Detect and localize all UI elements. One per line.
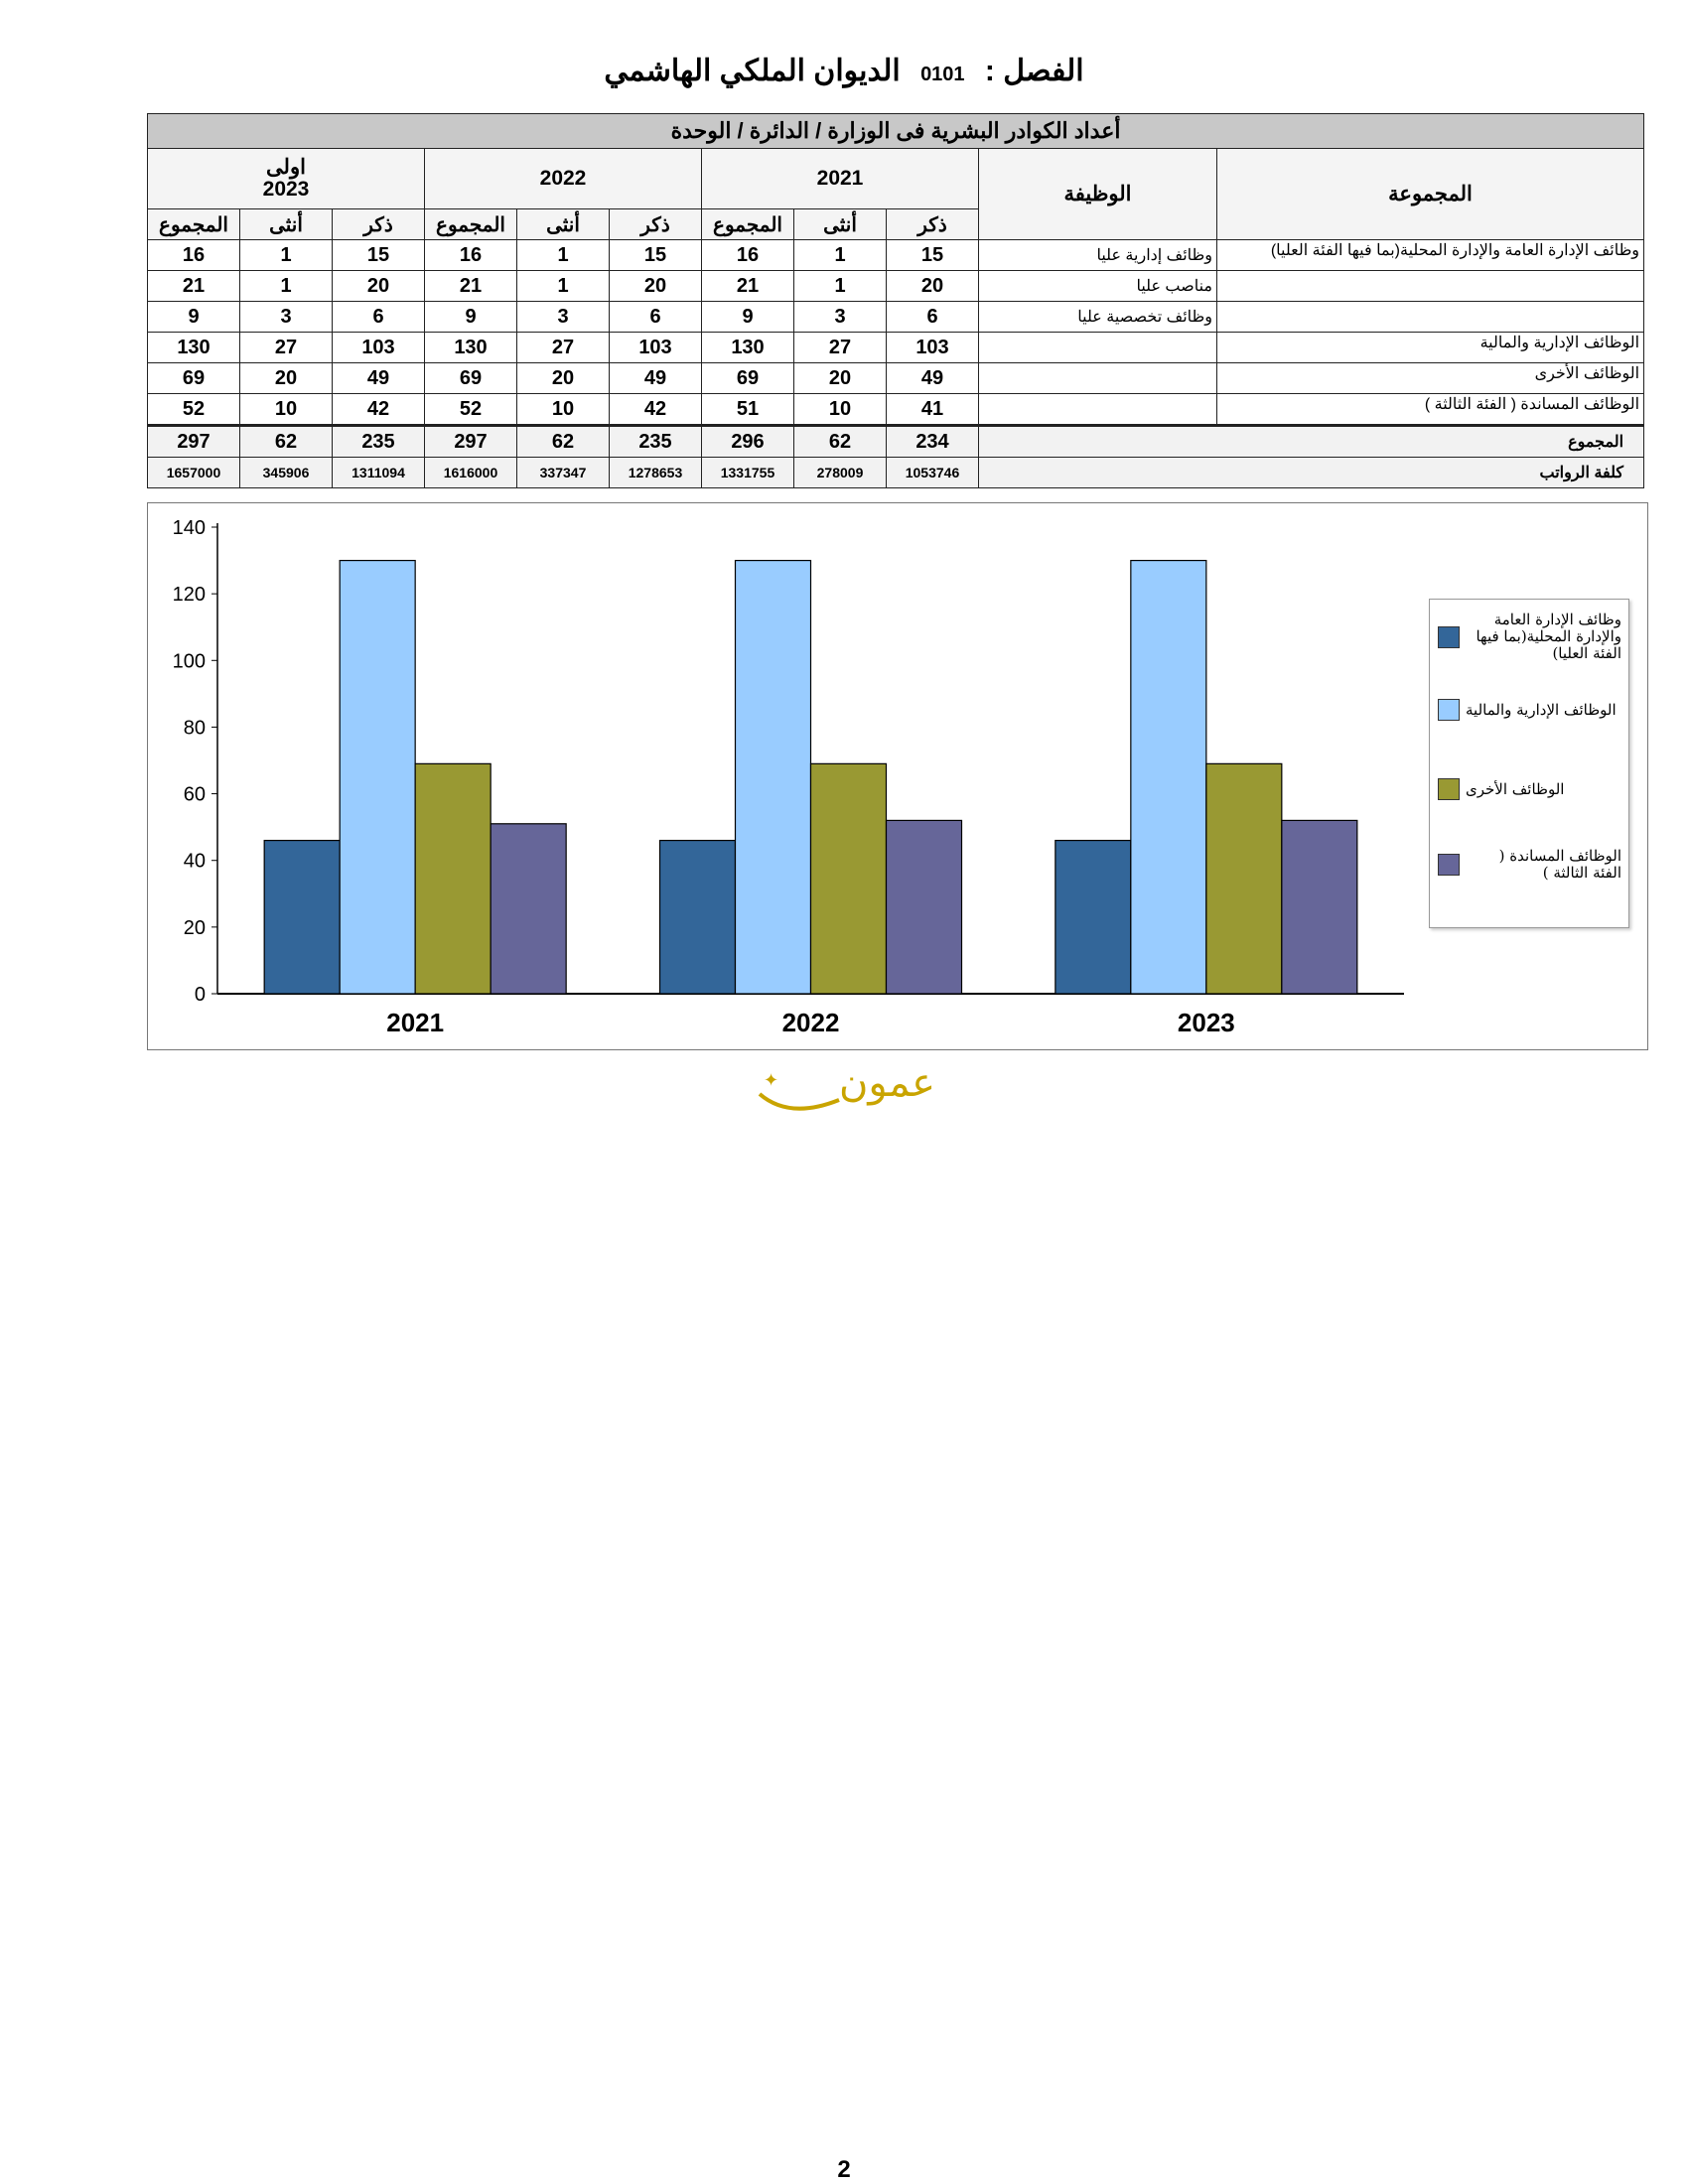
cost-2022-male: 1278653 xyxy=(610,458,702,488)
x-tick-label: 2023 xyxy=(1177,1008,1235,1037)
cell-2023-total: 9 xyxy=(148,302,240,333)
cell-2023-female: 3 xyxy=(240,302,333,333)
cell-2023-male: 20 xyxy=(333,271,425,302)
cell-2023-male: 49 xyxy=(333,363,425,394)
y-tick-label: 0 xyxy=(194,984,206,1006)
cell-2023-female: 27 xyxy=(240,333,333,363)
y-tick-label: 120 xyxy=(172,584,206,607)
total-2022-female: 62 xyxy=(517,426,610,458)
bar xyxy=(887,820,962,994)
cell-2021-female: 20 xyxy=(794,363,887,394)
cell-2021-male: 15 xyxy=(887,240,979,271)
legend-swatch xyxy=(1438,699,1460,721)
total-2023-male: 235 xyxy=(333,426,425,458)
table-row xyxy=(148,240,1644,271)
table-row xyxy=(148,302,1644,333)
cell-2021-female: 27 xyxy=(794,333,887,363)
year-2023-label-b: 2023 xyxy=(262,178,310,201)
female-header: أنثى xyxy=(517,209,610,240)
x-tick-label: 2021 xyxy=(386,1008,445,1037)
bar-chart-svg xyxy=(148,503,1647,1049)
group-label: وظائف الإدارة العامة والإدارة المحلية(بما فيها الفئة العليا) xyxy=(1217,240,1644,271)
cost-2022-total: 1616000 xyxy=(425,458,517,488)
bar-chart xyxy=(147,502,1648,1050)
legend-label: الوظائف الأخرى xyxy=(1466,779,1565,798)
job-label: وظائف إدارية عليا xyxy=(979,240,1217,271)
year-2021-header: 2021 xyxy=(702,149,979,209)
bar xyxy=(1206,763,1282,994)
x-tick-label: 2022 xyxy=(781,1008,840,1037)
salary-cost-row xyxy=(148,458,1644,488)
chart-legend xyxy=(1429,599,1629,928)
cell-2023-male: 15 xyxy=(333,240,425,271)
y-tick-label: 20 xyxy=(183,916,206,939)
cell-2021-total: 21 xyxy=(702,271,794,302)
bar xyxy=(1131,561,1206,994)
chapter-code: 0101 xyxy=(920,64,965,85)
table-row xyxy=(148,271,1644,302)
cost-2021-total: 1331755 xyxy=(702,458,794,488)
cell-2022-total: 69 xyxy=(425,363,517,394)
cell-2023-total: 52 xyxy=(148,394,240,426)
cost-2023-male: 1311094 xyxy=(333,458,425,488)
bar xyxy=(264,841,340,994)
bar xyxy=(1055,841,1131,994)
job-column-header: الوظيفة xyxy=(979,149,1217,240)
cell-2021-female: 1 xyxy=(794,271,887,302)
cell-2021-total: 69 xyxy=(702,363,794,394)
female-header: أنثى xyxy=(240,209,333,240)
cell-2022-female: 20 xyxy=(517,363,610,394)
bar xyxy=(340,561,415,994)
cell-2023-female: 10 xyxy=(240,394,333,426)
group-label: الوظائف الأخرى xyxy=(1217,363,1644,394)
cost-2023-total: 1657000 xyxy=(148,458,240,488)
cell-2022-female: 27 xyxy=(517,333,610,363)
cell-2021-total: 16 xyxy=(702,240,794,271)
y-tick-label: 80 xyxy=(183,717,206,740)
chapter-prefix: الفصل : xyxy=(984,55,1084,87)
y-tick-label: 60 xyxy=(183,783,206,806)
year-2022-header: 2022 xyxy=(425,149,702,209)
male-header: ذكر xyxy=(610,209,702,240)
male-header: ذكر xyxy=(333,209,425,240)
legend-item xyxy=(1438,778,1621,800)
group-label: الوظائف الإدارية والمالية xyxy=(1217,333,1644,363)
cell-2023-total: 21 xyxy=(148,271,240,302)
group-label xyxy=(1217,271,1644,302)
total-header: المجموع xyxy=(148,209,240,240)
legend-swatch xyxy=(1438,626,1460,648)
cell-2021-total: 130 xyxy=(702,333,794,363)
year-2023-label-a: اولى xyxy=(266,156,306,179)
table-row xyxy=(148,363,1644,394)
chapter-name: الديوان الملكي الهاشمي xyxy=(604,55,901,87)
male-header: ذكر xyxy=(887,209,979,240)
logo-text: عمون xyxy=(839,1060,936,1106)
cell-2023-male: 6 xyxy=(333,302,425,333)
female-header: أنثى xyxy=(794,209,887,240)
totals-row-label-text: المجموع xyxy=(1568,434,1624,451)
job-label: وظائف تخصصية عليا xyxy=(979,302,1217,333)
legend-swatch xyxy=(1438,854,1460,876)
salary-cost-label xyxy=(979,458,1644,488)
cell-2022-total: 16 xyxy=(425,240,517,271)
group-label: الوظائف المساندة ( الفئة الثالثة ) xyxy=(1217,394,1644,426)
cell-2022-male: 103 xyxy=(610,333,702,363)
svg-text:✦: ✦ xyxy=(764,1070,779,1091)
total-header: المجموع xyxy=(425,209,517,240)
cost-2021-female: 278009 xyxy=(794,458,887,488)
cell-2022-total: 9 xyxy=(425,302,517,333)
legend-item xyxy=(1438,699,1621,721)
cell-2022-female: 1 xyxy=(517,271,610,302)
cost-2021-male: 1053746 xyxy=(887,458,979,488)
job-label xyxy=(979,363,1217,394)
total-2023-female: 62 xyxy=(240,426,333,458)
salary-cost-label-text: كلفة الرواتب xyxy=(1539,465,1624,481)
cell-2022-male: 49 xyxy=(610,363,702,394)
group-label xyxy=(1217,302,1644,333)
y-tick-label: 100 xyxy=(172,650,206,673)
chapter-title xyxy=(0,54,1688,88)
page-number: 2 xyxy=(837,2156,851,2183)
cell-2022-male: 15 xyxy=(610,240,702,271)
bar xyxy=(491,824,566,994)
cell-2022-total: 21 xyxy=(425,271,517,302)
cell-2023-female: 1 xyxy=(240,271,333,302)
cell-2021-male: 6 xyxy=(887,302,979,333)
year-2023-header xyxy=(148,149,425,209)
total-2022-total: 297 xyxy=(425,426,517,458)
job-label: مناصب عليا xyxy=(979,271,1217,302)
cell-2021-female: 1 xyxy=(794,240,887,271)
cell-2021-male: 41 xyxy=(887,394,979,426)
total-2021-female: 62 xyxy=(794,426,887,458)
cell-2022-male: 42 xyxy=(610,394,702,426)
y-tick-label: 140 xyxy=(172,517,206,539)
legend-item xyxy=(1438,848,1621,882)
cell-2022-total: 130 xyxy=(425,333,517,363)
cell-2022-total: 52 xyxy=(425,394,517,426)
legend-label: الوظائف المساندة ( الفئة الثالثة ) xyxy=(1498,847,1621,882)
cell-2023-total: 69 xyxy=(148,363,240,394)
cell-2022-male: 6 xyxy=(610,302,702,333)
cell-2023-male: 42 xyxy=(333,394,425,426)
cell-2021-male: 49 xyxy=(887,363,979,394)
job-label xyxy=(979,394,1217,426)
cell-2023-female: 20 xyxy=(240,363,333,394)
cell-2021-total: 51 xyxy=(702,394,794,426)
y-tick-label: 40 xyxy=(183,850,206,873)
totals-row-label xyxy=(979,426,1644,458)
cell-2023-total: 16 xyxy=(148,240,240,271)
cost-2022-female: 337347 xyxy=(517,458,610,488)
total-2021-total: 296 xyxy=(702,426,794,458)
total-header: المجموع xyxy=(702,209,794,240)
cell-2023-female: 1 xyxy=(240,240,333,271)
cell-2023-male: 103 xyxy=(333,333,425,363)
cell-2021-male: 20 xyxy=(887,271,979,302)
cell-2021-total: 9 xyxy=(702,302,794,333)
table-row xyxy=(148,333,1644,363)
cell-2022-female: 3 xyxy=(517,302,610,333)
cell-2021-female: 10 xyxy=(794,394,887,426)
cell-2022-female: 10 xyxy=(517,394,610,426)
cell-2022-female: 1 xyxy=(517,240,610,271)
cell-2022-male: 20 xyxy=(610,271,702,302)
total-2023-total: 297 xyxy=(148,426,240,458)
bar xyxy=(415,763,491,994)
table-caption: أعداد الكوادر البشرية فى الوزارة / الدائرة / الوحدة xyxy=(148,114,1644,149)
cell-2021-male: 103 xyxy=(887,333,979,363)
bar xyxy=(660,841,736,994)
bar xyxy=(736,561,811,994)
job-label xyxy=(979,333,1217,363)
hr-table xyxy=(147,113,1644,488)
totals-row xyxy=(148,426,1644,458)
legend-item xyxy=(1438,612,1621,662)
legend-label: وظائف الإدارة العامة والإدارة المحلية(بما فيها الفئة العليا) xyxy=(1476,611,1621,662)
cell-2021-female: 3 xyxy=(794,302,887,333)
table-row xyxy=(148,394,1644,426)
total-2022-male: 235 xyxy=(610,426,702,458)
bar xyxy=(1282,820,1357,994)
legend-swatch xyxy=(1438,778,1460,800)
ammon-logo xyxy=(750,1060,948,1120)
group-column-header: المجموعة xyxy=(1217,149,1644,240)
total-2021-male: 234 xyxy=(887,426,979,458)
cost-2023-female: 345906 xyxy=(240,458,333,488)
cell-2023-total: 130 xyxy=(148,333,240,363)
legend-label: الوظائف الإدارية والمالية xyxy=(1466,700,1617,719)
bar xyxy=(811,763,887,994)
